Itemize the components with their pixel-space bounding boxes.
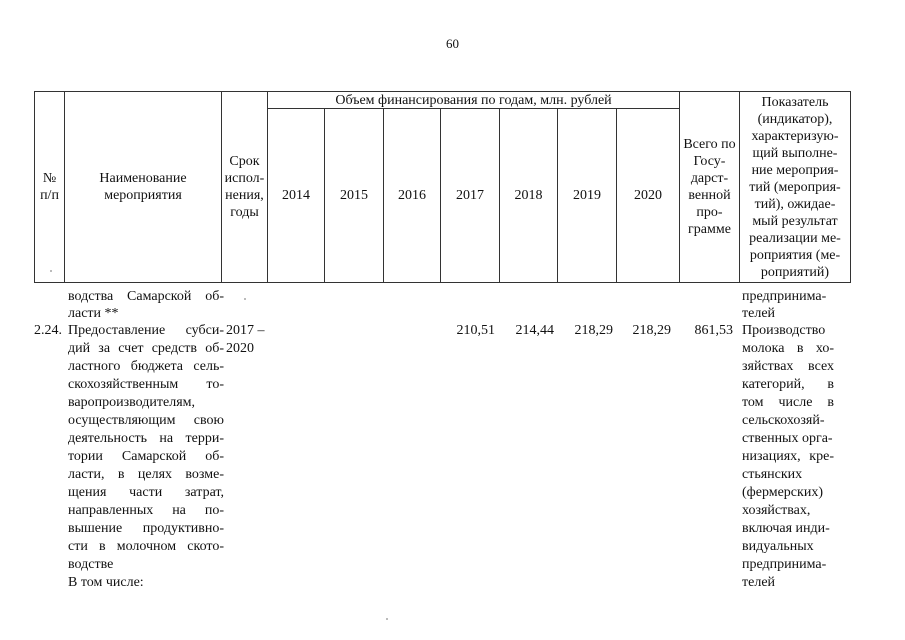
row-name-line: дий за счет средств об- bbox=[68, 341, 224, 356]
header-year-2020: 2020 bbox=[634, 188, 662, 203]
row-indicator-line: телей bbox=[742, 575, 776, 590]
header-term: Срок испол- нения, годы bbox=[224, 154, 265, 220]
row-indicator-line: видуальных bbox=[742, 539, 814, 554]
row-name-line: вышение продуктивно- bbox=[68, 521, 224, 536]
row-number: 2.24. bbox=[34, 323, 62, 338]
row-name-line: водстве bbox=[68, 557, 114, 572]
value-2017: 210,51 bbox=[456, 323, 495, 338]
header-name: Наименование мероприятия bbox=[99, 171, 187, 203]
value-2020: 218,29 bbox=[632, 323, 671, 338]
value-total: 861,53 bbox=[694, 323, 733, 338]
row-name-line: осуществляющим свою bbox=[68, 413, 224, 428]
row-indicator-line: ственных орга- bbox=[742, 431, 833, 446]
including-label: В том числе: bbox=[68, 575, 144, 590]
row-indicator-line: хозяйствах, bbox=[742, 503, 811, 518]
row-indicator-line: зяйствах всех bbox=[742, 359, 834, 374]
row-name-line: ласти, в целях возме- bbox=[68, 467, 224, 482]
row-indicator-line: том числе в bbox=[742, 395, 834, 410]
row-term-line: 2020 bbox=[226, 341, 254, 356]
header-year-2019: 2019 bbox=[573, 188, 601, 203]
header-no: № п/п bbox=[40, 171, 59, 203]
header-year-2018: 2018 bbox=[514, 188, 543, 203]
continuation-indicator-line: предпринима- bbox=[742, 289, 827, 304]
header-year-2017: 2017 bbox=[456, 188, 484, 203]
header-year-2014: 2014 bbox=[282, 188, 310, 203]
row-indicator-line: (фермерских) bbox=[742, 485, 823, 500]
row-name-line: Предоставление субси- bbox=[68, 323, 224, 338]
value-2018: 214,44 bbox=[515, 323, 554, 338]
header-total: Всего по Госу- дарст- венной про- грамме bbox=[683, 137, 736, 237]
row-name-line: варопроизводителям, bbox=[68, 395, 195, 410]
value-2019: 218,29 bbox=[574, 323, 613, 338]
row-name-line: деятельность на терри- bbox=[68, 431, 224, 446]
page-number: 60 bbox=[446, 36, 459, 51]
row-indicator-line: категорий, в bbox=[742, 377, 834, 392]
row-name-line: щения части затрат, bbox=[68, 485, 224, 500]
row-indicator-line: предпринима- bbox=[742, 557, 827, 572]
row-name-line: направленных на по- bbox=[68, 503, 224, 518]
header-year-2016: 2016 bbox=[398, 188, 426, 203]
row-term-line: 2017 – bbox=[226, 323, 265, 338]
header-year-2015: 2015 bbox=[340, 188, 368, 203]
row-name-line: тории Самарской об- bbox=[68, 449, 224, 464]
row-indicator-line: сельскохозяй- bbox=[742, 413, 825, 428]
row-indicator-line: включая инди- bbox=[742, 521, 830, 536]
row-name-line: сти в молочном ското- bbox=[68, 539, 224, 554]
row-indicator-line: молока в хо- bbox=[742, 341, 834, 356]
continuation-name-line: водства Самарской об- bbox=[68, 289, 224, 304]
row-name-line: ластного бюджета сель- bbox=[68, 359, 224, 374]
header-indicator: Показатель (индикатор), характеризую- щий выполне- ние мероприя- тий (мероприя- тий), ожидае- мый результат реализации ме- роприятия (ме- роприятий) bbox=[749, 94, 841, 280]
row-indicator-line: Производство bbox=[742, 323, 826, 338]
continuation-indicator-line: телей bbox=[742, 306, 776, 321]
header-funding-caption: Объем финансирования по годам, млн. рублей bbox=[335, 92, 612, 108]
row-indicator-line: низациях, кре- bbox=[742, 449, 834, 464]
row-indicator-line: стьянских bbox=[742, 467, 803, 482]
row-name-line: скохозяйственным то- bbox=[68, 377, 224, 392]
continuation-name-line: ласти ** bbox=[68, 306, 119, 321]
